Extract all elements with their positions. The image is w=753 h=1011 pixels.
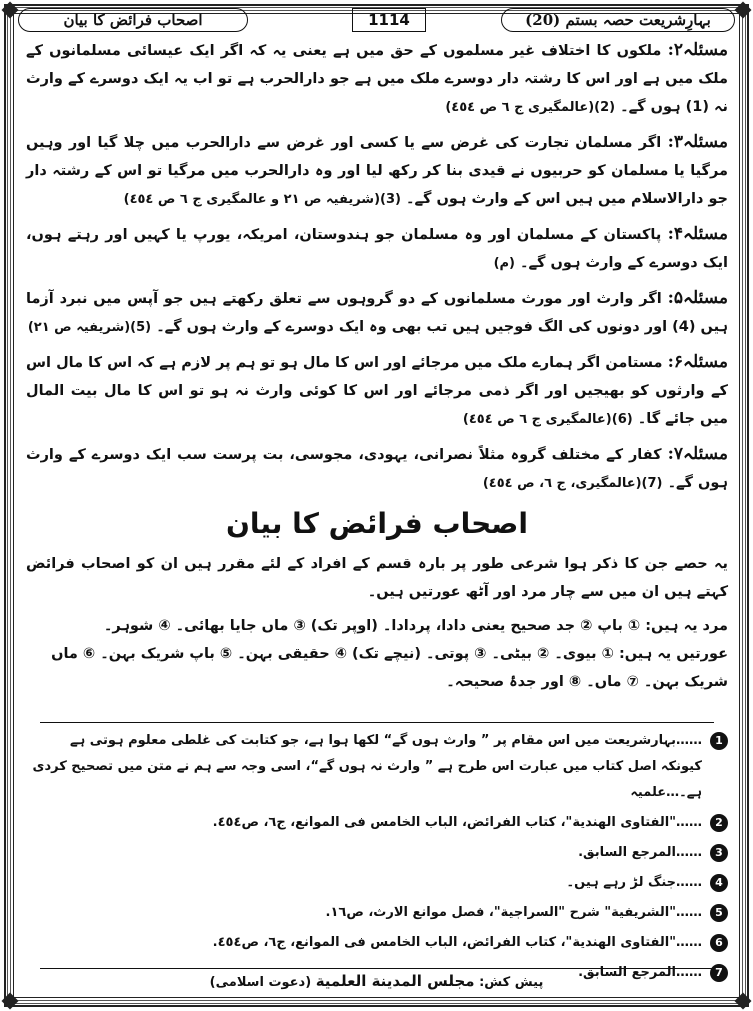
footer-suffix: (دعوت اسلامی) (209, 975, 312, 990)
men-heirs-line: مرد یہ ہیں: ① باپ ② جد صحیح یعنی دادا، پردادا۔ (اوپر تک) ③ ماں جایا بھائی۔ ④ شوہر۔ (103, 618, 728, 634)
footnote-text: ……"الفتاوى الهندية"، كتاب الفرائض، الباب الخامس فى الموانع، ج٦، ص٤٥٤. (212, 815, 702, 830)
masala-5 (26, 284, 728, 342)
footnote-text: ……"الشريفية" شرح "السراجية"، فصل موانع الارث، ص١٦. (325, 905, 702, 920)
masala-reference: (6)(عالمگیری ج ٦ ص ٤٥٤) (462, 412, 633, 427)
masala-7 (26, 440, 728, 498)
section-title: اصحاب فرائض کا بیان (226, 507, 528, 540)
footnote (26, 840, 728, 866)
masala-label: مسئلہ۷: (667, 444, 728, 464)
footer-publisher: مجلس المدينة العلمية (315, 972, 475, 990)
footnote-text: ……بہارشریعت میں اس مقام پر ” وارث ہوں گے“ لکھا ہوا ہے، جو کتابت کی غلطی معلوم ہوتی ہے کیونکہ اصل کتاب میں عبارت اس طرح ہے ” وارث نہ ہوں گے“، اسی وجہ سے ہم نے متن میں تصحیح کردی ہے۔…علمیہ (32, 733, 702, 800)
masala-reference: (3)(شریفیہ ص ۲۱ و عالمگیری ج ٦ ص ٤٥٤) (123, 192, 401, 207)
footnote-number: 5 (710, 904, 728, 922)
footnote-number: 2 (710, 814, 728, 832)
masala-3 (26, 128, 728, 214)
footnote (26, 728, 728, 806)
footnote-number: 6 (710, 934, 728, 952)
masala-label: مسئلہ۴: (667, 224, 728, 244)
header-page-number: 1114 (352, 8, 426, 32)
footnote-number: 7 (710, 964, 728, 982)
intro-paragraph: یہ حصے جن کا ذکر ہوا شرعی طور پر بارہ قسم کے افراد کے لئے مقرر ہیں ان کو اصحاب فرائض کہتے ہیں ان میں سے چار مرد اور آٹھ عورتیں ہیں۔ (26, 556, 728, 600)
masala-text: اگر وارث اور مورث مسلمانوں کے دو گروہوں سے تعلق رکھتے ہیں جو آپس میں نبرد آزما ہیں (4) اور دونوں کی الگ فوجیں ہیں تب بھی وہ ایک دوسرے کے وارث ہوں گے۔ (26, 291, 728, 335)
footnote-number: 4 (710, 874, 728, 892)
masala-text: ملکوں کا اختلاف غیر مسلموں کے حق میں ہے یعنی یہ کہ اگر ایک عیسائی مسلمانوں کے ملک میں ہے اور اس کا رشتہ دار دوسرے ملک میں ہے جو دارالحرب ہے تو اب یہ ایک دوسرے کے وارث نہ (1) ہوں گے۔ (26, 43, 728, 115)
masala-reference: (م) (493, 256, 515, 271)
footnote-text: ……المرجع السابق. (578, 845, 702, 860)
header-chapter-title: اصحاب فرائض کا بیان (18, 8, 248, 32)
masala-2 (26, 36, 728, 122)
footnote (26, 900, 728, 926)
main-content (26, 36, 728, 696)
masala-label: مسئلہ۳: (667, 132, 728, 152)
masala-reference: (5)(شریفیہ ص ۲۱) (27, 320, 152, 335)
footnote (26, 930, 728, 956)
page-header (18, 8, 735, 32)
women-heirs-line: عورتیں یہ ہیں: ① بیوی۔ ② بیٹی۔ ③ پوتی۔ (نیچے تک) ④ حقیقی بہن۔ ⑤ باپ شریک بہن۔ ⑥ ماں شریک بہن۔ ⑦ ماں۔ ⑧ اور جدۂ صحیحہ۔ (51, 646, 728, 690)
header-book-title: بہارِشریعت حصہ بستم (20) (501, 8, 735, 32)
masala-4 (26, 220, 728, 278)
masala-6 (26, 348, 728, 434)
masala-label: مسئلہ۶: (667, 352, 728, 372)
footer-prefix: پیش کش: (479, 975, 544, 990)
footnote-number: 3 (710, 844, 728, 862)
masala-label: مسئلہ۲: (667, 40, 728, 60)
masala-text: مستامن اگر ہمارے ملک میں مرجائے اور اس کا مال ہو تو ہم پر لازم ہے کہ اس کا مال اس کے وارثوں کو بھیجیں اور اگر ذمی مرجائے اور اس کا کوئی وارث نہ ہو تو اس کا مال بیت المال میں جائے گا۔ (26, 355, 728, 427)
masala-text: کفار کے مختلف گروہ مثلاً نصرانی، یہودی، مجوسی، بت پرست سب ایک دوسرے کے وارث ہوں گے۔ (26, 447, 728, 491)
masala-reference: (7)(عالمگیری، ج ٦، ص ٤٥٤) (482, 476, 663, 491)
footnote-text: ……"الفتاوى الهندية"، كتاب الفرائض، الباب الخامس فى الموانع، ج٦، ص٤٥٤. (212, 935, 702, 950)
footer-divider (40, 968, 714, 969)
footnote-text: ……المرجع السابق. (578, 965, 702, 980)
footnote-divider (40, 722, 714, 723)
footnote-text: ……جنگ لڑ رہے ہیں۔ (566, 875, 702, 890)
masala-label: مسئلہ۵: (667, 288, 728, 308)
footnote (26, 810, 728, 836)
masala-text: پاکستان کے مسلمان اور وہ مسلمان جو ہندوستان، امریکہ، یورپ یا کہیں اور رہتے ہوں، ایک دوسرے کے وارث ہوں گے۔ (26, 227, 728, 271)
footnote (26, 870, 728, 896)
masala-reference: (2)(عالمگیری ج ٦ ص ٤٥٤) (445, 100, 616, 115)
page-footer (0, 972, 753, 990)
masala-text: اگر مسلمان تجارت کی غرض سے یا کسی اور غرض سے دارالحرب میں چلا گیا اور وہیں مرگیا یا مسلمان کو حربیوں نے قیدی بنا کر رکھ لیا اور وہ دارالحرب میں مرگیا تو اس کے رشتہ دار جو دارالاسلام میں ہیں اس کے وارث ہوں گے۔ (26, 135, 728, 207)
footnote-number: 1 (710, 732, 728, 750)
footnotes (26, 728, 728, 990)
